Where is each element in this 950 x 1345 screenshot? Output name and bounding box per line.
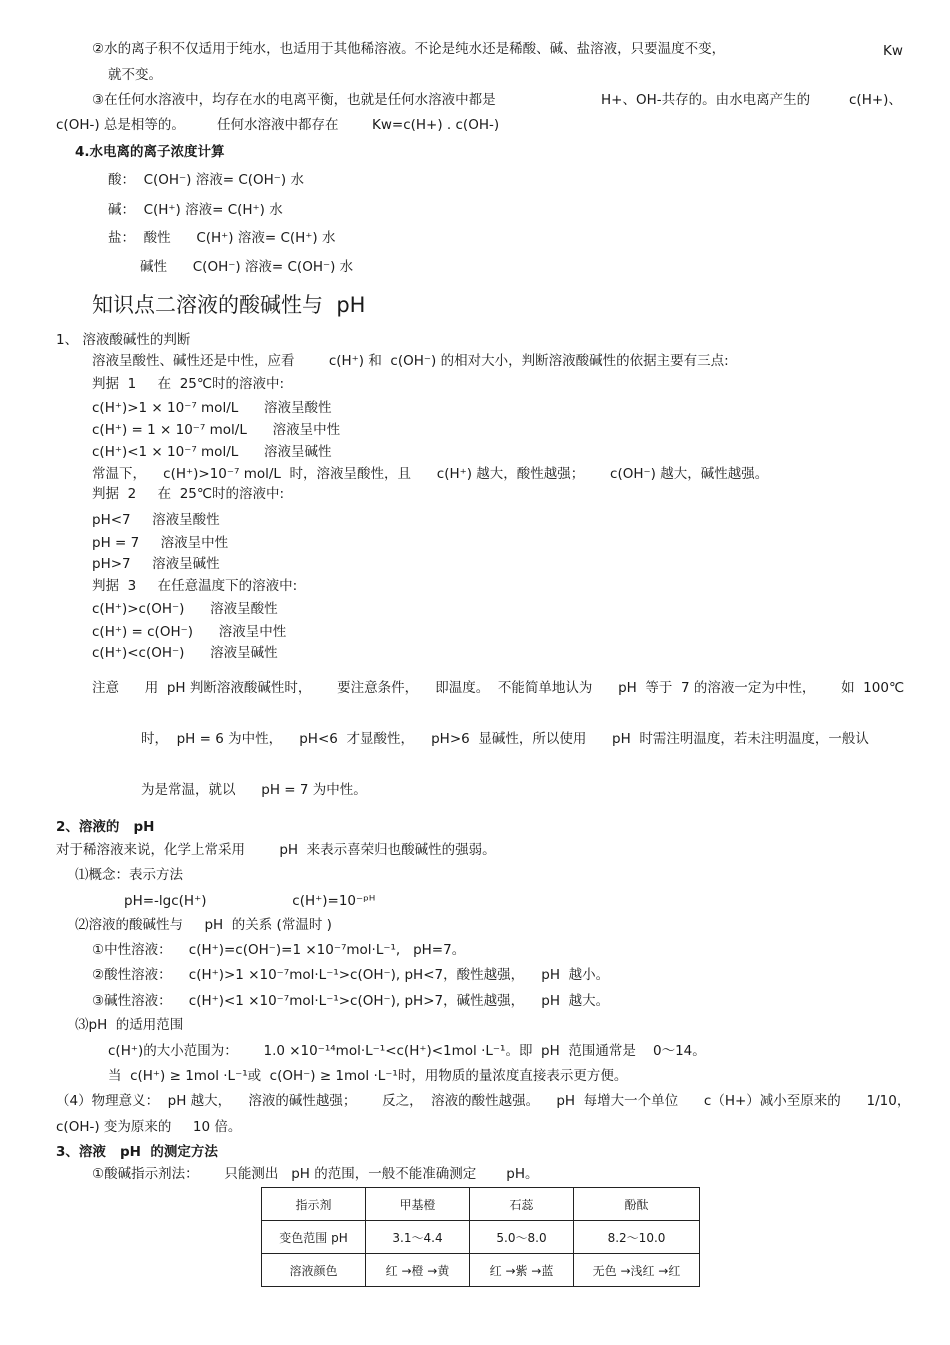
table-header-cell: 石蕊 bbox=[470, 1188, 574, 1221]
paragraph-line: c(H⁺) = 1 × 10⁻⁷ mol/L 溶液呈中性 bbox=[92, 422, 341, 438]
paragraph-line: pH<7 溶液呈酸性 bbox=[92, 512, 220, 528]
kw-formula: Kw=c(H+) . c(OH-) bbox=[372, 117, 500, 133]
formula-line: 碱： C(H⁺) 溶液= C(H⁺) 水 bbox=[108, 202, 283, 218]
note-line: 注意 用 pH 判断溶液酸碱性时， 要注意条件， 即温度。 不能简单地认为 pH 等于 7 的溶液一定为中性， 如 100℃ bbox=[92, 680, 905, 696]
paragraph-line: c(H⁺)>c(OH⁻) 溶液呈酸性 bbox=[92, 601, 278, 617]
note-line: 时， pH = 6 为中性， pH<6 才显酸性， pH>6 显碱性，所以使用 pH 时需注明温度，若未注明温度，一般认 bbox=[141, 731, 869, 747]
paragraph-line: c(H⁺)>1 × 10⁻⁷ mol/L 溶液呈酸性 bbox=[92, 400, 332, 416]
formula-line: pH=-lgc(H⁺) c(H⁺)=10⁻ᵖᴴ bbox=[124, 893, 376, 909]
paragraph-line: 就不变。 bbox=[108, 67, 162, 83]
formula-line: 酸： C(OH⁻) 溶液= C(OH⁻) 水 bbox=[108, 172, 304, 188]
table-header-row bbox=[262, 1188, 700, 1221]
formula-line: 当 c(H⁺) ≥ 1mol ·L⁻¹或 c(OH⁻) ≥ 1mol ·L⁻¹时，用物质的量浓度直接表示更方便。 bbox=[108, 1068, 628, 1084]
table-cell: 8.2～10.0 bbox=[574, 1221, 700, 1254]
paragraph-line: （4）物理意义： pH 越大， 溶液的碱性越强； 反之， 溶液的酸性越强。 pH 每增大一个单位 c（H+）减小至原来的 1/10， bbox=[56, 1093, 911, 1109]
section-heading: 3、溶液 pH 的测定方法 bbox=[56, 1144, 218, 1160]
paragraph-line: c(H⁺) = c(OH⁻) 溶液呈中性 bbox=[92, 624, 287, 640]
paragraph-line: c(OH-) 总是相等的。 bbox=[56, 117, 185, 133]
table-header-cell: 指示剂 bbox=[262, 1188, 366, 1221]
paragraph-line: ③在任何水溶液中，均存在水的电离平衡，也就是任何水溶液中都是 bbox=[92, 92, 496, 108]
formula-line: c(H⁺)的大小范围为： 1.0 ×10⁻¹⁴mol·L⁻¹<c(H⁺)<1mol ·L⁻¹。即 pH 范围通常是 0～14。 bbox=[108, 1043, 706, 1059]
paragraph-line: 任何水溶液中都存在 bbox=[217, 117, 339, 133]
formula-line: 碱性 C(OH⁻) 溶液= C(OH⁻) 水 bbox=[140, 259, 354, 275]
table-cell: 3.1～4.4 bbox=[366, 1221, 470, 1254]
table-header-cell: 甲基橙 bbox=[366, 1188, 470, 1221]
paragraph-line: c(H+)、 bbox=[849, 92, 902, 108]
paragraph-line: ⑶pH 的适用范围 bbox=[75, 1017, 184, 1033]
paragraph-line: c(H⁺)<c(OH⁻) 溶液呈碱性 bbox=[92, 645, 278, 661]
table-cell: 变色范围 pH bbox=[262, 1221, 366, 1254]
table-row bbox=[262, 1254, 700, 1287]
table-cell: 溶液颜色 bbox=[262, 1254, 366, 1287]
section-heading: 1、 溶液酸碱性的判断 bbox=[56, 332, 191, 348]
indicator-table bbox=[261, 1187, 700, 1287]
paragraph-line: ⑵溶液的酸碱性与 pH 的关系 (常温时 ) bbox=[75, 917, 332, 933]
table-row bbox=[262, 1221, 700, 1254]
paragraph-line: c(OH-) 变为原来的 10 倍。 bbox=[56, 1119, 242, 1135]
section-heading: 2、溶液的 pH bbox=[56, 819, 155, 835]
formula-line: ①中性溶液： c(H⁺)=c(OH⁻)=1 ×10⁻⁷mol·L⁻¹, pH=7。 bbox=[92, 942, 466, 958]
paragraph-line: 常温下， c(H⁺)>10⁻⁷ mol/L 时，溶液呈酸性，且 c(H⁺) 越大，酸性越强； c(OH⁻) 越大，碱性越强。 bbox=[92, 466, 769, 482]
table-cell: 无色 →浅红 →红 bbox=[574, 1254, 700, 1287]
section-heading: 4.水电离的离子浓度计算 bbox=[75, 144, 225, 160]
paragraph-line: 判据 2 在 25℃时的溶液中: bbox=[92, 486, 285, 502]
table-header-cell: 酚酞 bbox=[574, 1188, 700, 1221]
paragraph-line: 判据 1 在 25℃时的溶液中: bbox=[92, 376, 285, 392]
paragraph-line: pH>7 溶液呈碱性 bbox=[92, 556, 220, 572]
paragraph-line: c(H⁺)<1 × 10⁻⁷ mol/L 溶液呈碱性 bbox=[92, 444, 332, 460]
paragraph-line: ①酸碱指示剂法： 只能测出 pH 的范围，一般不能准确测定 pH。 bbox=[92, 1166, 539, 1182]
paragraph-line: 判据 3 在任意温度下的溶液中: bbox=[92, 578, 298, 594]
knowledge-point-title: 知识点二溶液的酸碱性与 pH bbox=[92, 293, 366, 317]
note-line: 为是常温，就以 pH = 7 为中性。 bbox=[141, 782, 367, 798]
paragraph-line: 溶液呈酸性、碱性还是中性，应看 c(H⁺) 和 c(OH⁻) 的相对大小，判断溶液酸碱性的依据主要有三点: bbox=[92, 353, 729, 369]
paragraph-line: pH = 7 溶液呈中性 bbox=[92, 535, 229, 551]
paragraph-line: ②水的离子积不仅适用于纯水，也适用于其他稀溶液。不论是纯水还是稀酸、碱、盐溶液，只要温度不变， bbox=[92, 41, 726, 57]
table-cell: 红 →紫 →蓝 bbox=[470, 1254, 574, 1287]
formula-line: ③碱性溶液： c(H⁺)<1 ×10⁻⁷mol·L⁻¹>c(OH⁻), pH>7，碱性越强， pH 越大。 bbox=[92, 993, 610, 1009]
table-cell: 红 →橙 →黄 bbox=[366, 1254, 470, 1287]
formula-line: ②酸性溶液： c(H⁺)>1 ×10⁻⁷mol·L⁻¹>c(OH⁻), pH<7，酸性越强， pH 越小。 bbox=[92, 967, 610, 983]
paragraph-line: H+、OH-共存的。由水电离产生的 bbox=[601, 92, 811, 108]
formula-line: 盐： 酸性 C(H⁺) 溶液= C(H⁺) 水 bbox=[108, 230, 336, 246]
table-cell: 5.0～8.0 bbox=[470, 1221, 574, 1254]
kw-symbol: Kw bbox=[883, 43, 903, 59]
paragraph-line: 对于稀溶液来说，化学上常采用 pH 来表示喜荣归也酸碱性的强弱。 bbox=[56, 842, 496, 858]
paragraph-line: ⑴概念：表示方法 bbox=[75, 867, 183, 883]
